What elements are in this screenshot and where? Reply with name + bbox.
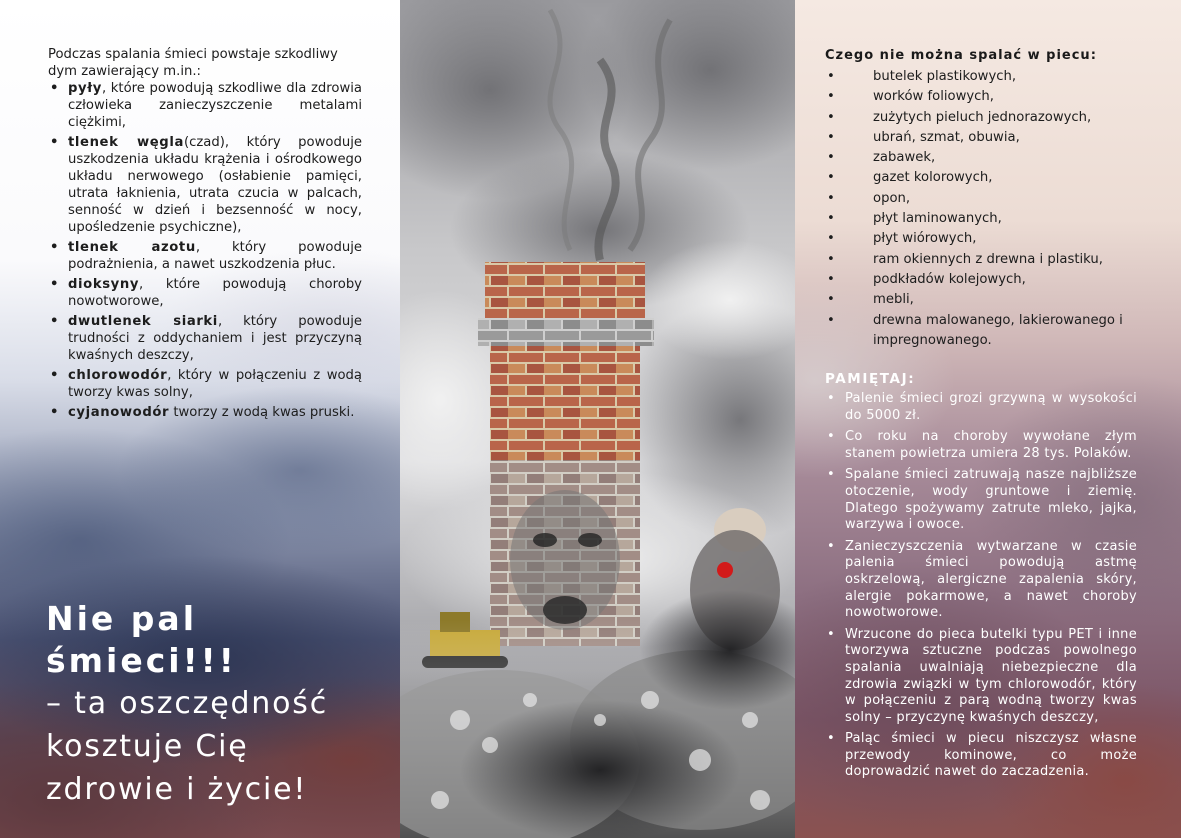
list-item (48, 134, 362, 236)
list-item-text: ram okiennych z drewna i plastiku, (873, 251, 1103, 267)
pollutant-desc: , które powodują choroby nowotworowe, (68, 277, 362, 309)
list-item (825, 229, 1165, 249)
bullet: • (827, 109, 835, 125)
pollutant-term: chlorowodór (68, 368, 168, 383)
list-item (825, 539, 1137, 622)
pollutant-desc: , który powoduje trudności z oddychaniem i jest przyczyną kwaśnych deszczy, (68, 314, 362, 363)
remember-list (825, 391, 1137, 786)
pollutant-desc: tworzy z wodą kwas pruski. (169, 405, 355, 420)
pollutant-term: tlenek węgla (68, 135, 184, 150)
list-item (825, 627, 1137, 727)
list-item (825, 128, 1165, 148)
list-item (825, 148, 1165, 168)
bullet: • (827, 129, 835, 145)
bullet: • (50, 240, 59, 255)
forbidden-items-title: Czego nie można spalać w piecu: (825, 48, 1097, 63)
pollutants-list (48, 80, 362, 424)
list-item (48, 404, 362, 421)
list-item (825, 311, 1165, 352)
list-item-text: płyt laminowanych, (873, 211, 1002, 227)
list-item-text: podkładów kolejowych, (873, 271, 1026, 287)
bullet: • (827, 251, 835, 267)
bullet: • (827, 69, 835, 84)
pollutant-desc: , który w połączeniu z wodą tworzy kwas solny, (68, 368, 362, 400)
bullet: • (827, 626, 835, 642)
list-item-text: Co roku na choroby wywołane złym stanem powietrza umiera 28 tys. Polaków. (845, 429, 1137, 461)
list-item-text: butelek plastikowych, (873, 69, 1017, 84)
bullet: • (827, 150, 835, 166)
bullet: • (827, 231, 835, 247)
list-item (825, 391, 1137, 424)
list-item (825, 467, 1137, 533)
list-item (825, 290, 1165, 310)
bullet: • (827, 89, 835, 105)
list-item-text: mebli, (873, 292, 914, 308)
list-item (825, 250, 1165, 270)
list-item (825, 731, 1137, 781)
slogan-line: śmieci!!! (46, 641, 237, 680)
pollutant-term: pyły (68, 81, 102, 96)
slogan-line: kosztuje Cię (46, 729, 249, 764)
slogan-line: Nie pal (46, 599, 198, 638)
remember-title: PAMIĘTAJ: (825, 371, 916, 387)
bullet: • (50, 135, 59, 150)
chimney-illustration (400, 0, 795, 838)
bullet: • (50, 368, 59, 383)
slogan-line: zdrowie i życie! (46, 772, 308, 807)
list-item (48, 239, 362, 273)
bullet: • (50, 314, 59, 329)
list-item-text: Paląc śmieci w piecu niszczysz własne przewody kominowe, co może doprowadzić nawet do zaczadzenia. (845, 731, 1137, 780)
list-item (825, 108, 1165, 128)
list-item (48, 80, 362, 131)
intro-text: Podczas spalania śmieci powstaje szkodliwy dym zawierający m.in.: (48, 47, 338, 79)
list-item (48, 276, 362, 310)
list-item (825, 87, 1165, 107)
list-item (825, 209, 1165, 229)
bullet: • (50, 277, 59, 292)
list-item (825, 189, 1165, 209)
bullet: • (827, 190, 835, 206)
slogan-line: – ta oszczędność (46, 686, 328, 721)
list-item-text: gazet kolorowych, (873, 170, 993, 186)
bullet: • (827, 731, 835, 747)
bullet: • (827, 292, 835, 308)
list-item-text: Spalane śmieci zatruwają nasze najbliższe otoczenie, wody gruntowe i ziemię. Dlatego spożywamy zatrute mleko, jajka, warzywa i owoce. (845, 467, 1137, 533)
bullet: • (827, 538, 835, 554)
forbidden-items-list (825, 67, 1165, 351)
chimney-smoke-artwork (400, 0, 795, 838)
list-item-text: opon, (873, 190, 911, 206)
list-item-text: zużytych pieluch jednorazowych, (873, 109, 1092, 125)
bullet: • (827, 170, 835, 186)
list-item (825, 168, 1165, 188)
list-item-text: ubrań, szmat, obuwia, (873, 129, 1020, 145)
list-item-text: drewna malowanego, lakierowanego i impregnowanego. (873, 312, 1123, 348)
pollutant-term: dwutlenek siarki (68, 314, 218, 329)
list-item-text: Palenie śmieci grozi grzywną w wysokości do 5000 zł. (845, 391, 1137, 423)
list-item (48, 313, 362, 364)
list-item (825, 67, 1165, 87)
pollutant-term: dioksyny (68, 277, 140, 292)
list-item (825, 270, 1165, 290)
list-item (825, 429, 1137, 462)
pollutant-desc: , który powoduje podrażnienia, a nawet uszkodzenia płuc. (68, 240, 362, 272)
list-item-text: worków foliowych, (873, 89, 994, 105)
bullet: • (827, 312, 835, 328)
left-panel (0, 0, 400, 838)
pollutant-desc: (czad), który powoduje uszkodzenia układu krążenia i ośrodkowego układu nerwowego (osłabienie pamięci, utrata łaknienia, utrata czucia w palcach, senność w dzień i bezsenność w nocy, upośledzenie psychiczne), (68, 135, 362, 235)
list-item (48, 367, 362, 401)
bullet: • (827, 467, 835, 483)
list-item-text: Zanieczyszczenia wytwarzane w czasie palenia śmieci powodują astmę oskrzelową, alergiczne zapalenia skóry, alergie pokarmowe, a nawet choroby nowotworowe. (845, 538, 1137, 621)
right-panel (795, 0, 1181, 838)
pollutant-term: tlenek azotu (68, 240, 196, 255)
pollutant-desc: , które powodują szkodliwe dla zdrowia człowieka zanieczyszczenie metalami ciężkimi, (68, 81, 362, 130)
bullet: • (827, 271, 835, 287)
pollutant-term: cyjanowodór (68, 405, 170, 420)
bullet: • (827, 211, 835, 227)
bullet: • (827, 429, 835, 445)
list-item-text: zabawek, (873, 150, 936, 166)
bullet: • (827, 391, 835, 406)
slogan (46, 598, 396, 811)
list-item-text: Wrzucone do pieca butelki typu PET i inne tworzywa sztuczne podczas powolnego spalania uwalniają niebezpieczne dla zdrowia związki w tym chlorowodór, który w połączeniu z parą wodną tworzy kwas solny – przyczynę kwaśnych deszczy, (845, 626, 1137, 725)
bullet: • (50, 81, 59, 96)
bullet: • (50, 405, 59, 420)
list-item-text: płyt wiórowych, (873, 231, 977, 247)
